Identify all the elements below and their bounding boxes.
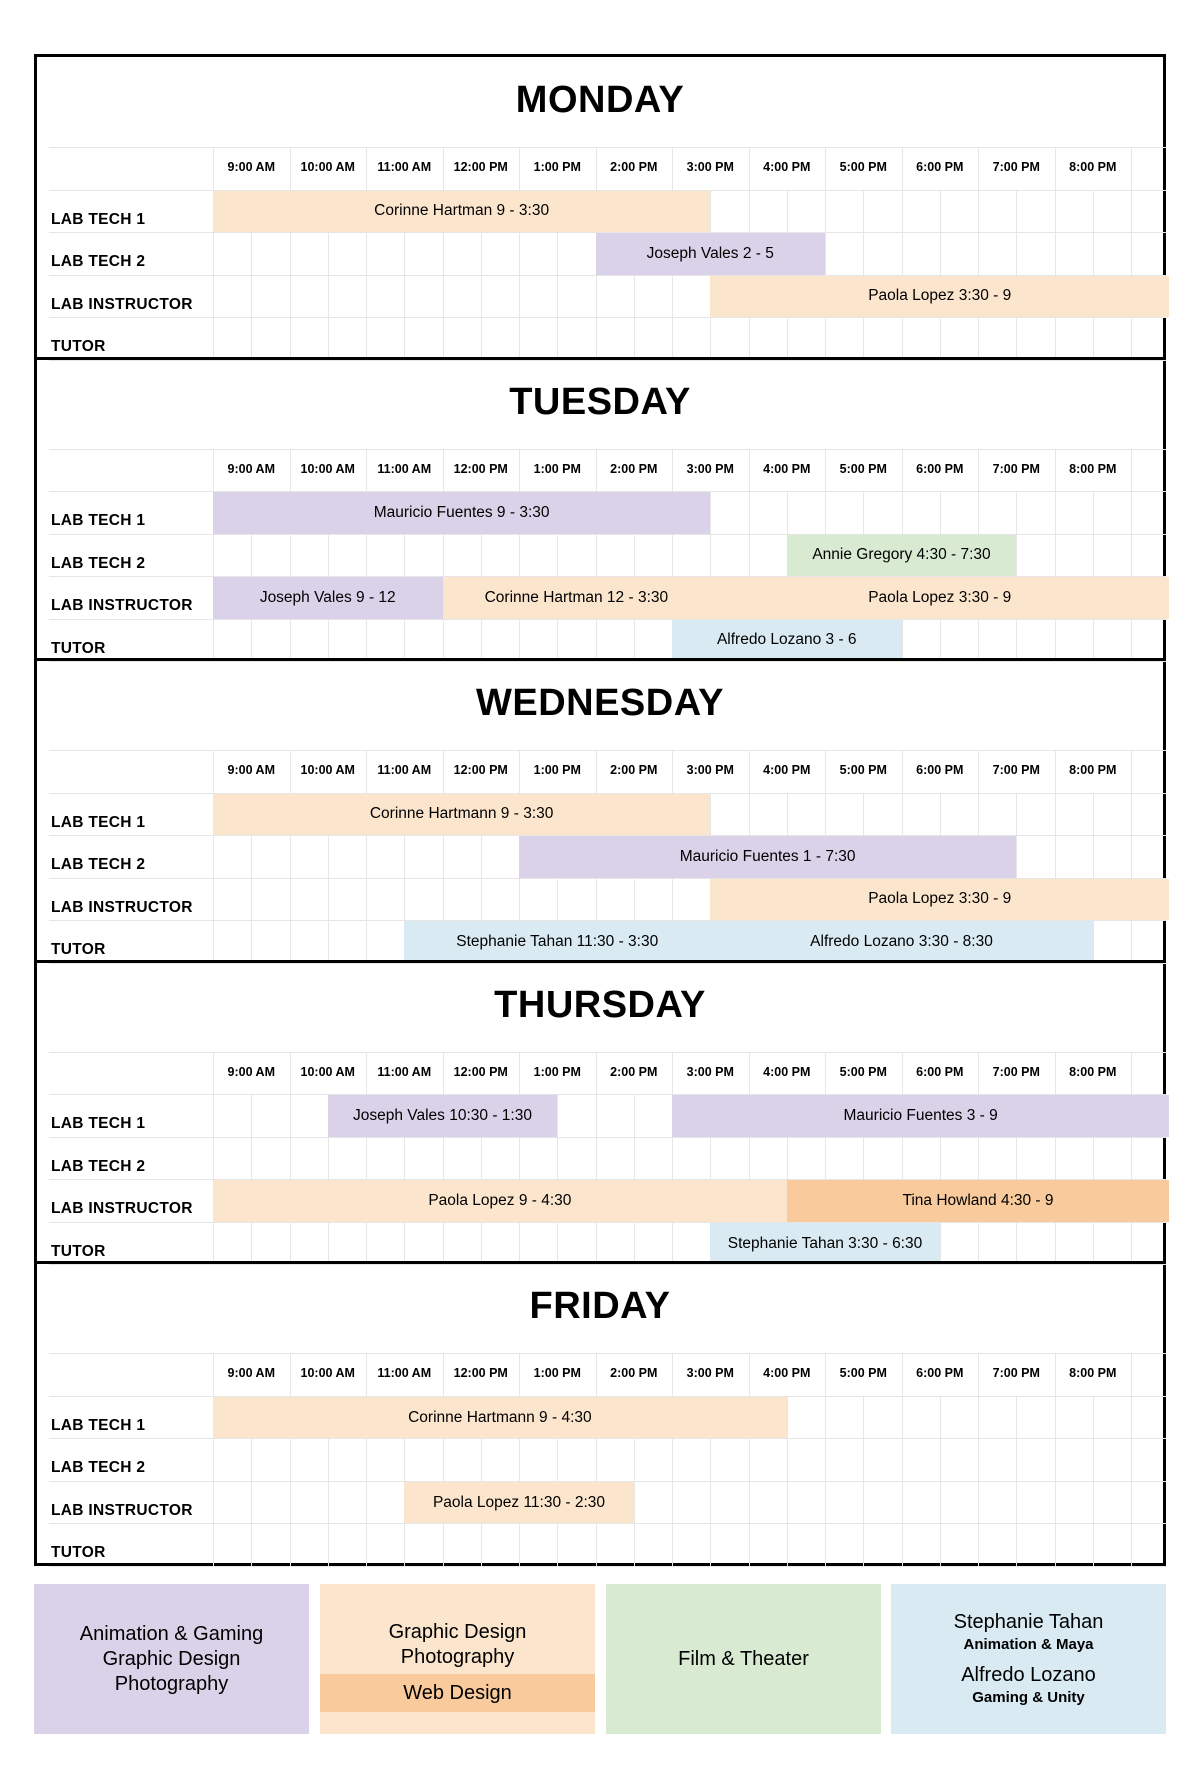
time-header-label: 9:00 AM: [227, 1064, 275, 1079]
time-header-label: 11:00 AM: [377, 160, 432, 174]
legend-tutor-name: Alfredo Lozano: [961, 1664, 1096, 1686]
shift-block[interactable]: Paola Lopez 3:30 - 9: [710, 577, 1169, 619]
day-divider: [37, 960, 1163, 963]
row-label-lab-tech-2: LAB TECH 2: [51, 554, 146, 572]
day-divider: [37, 357, 1163, 360]
time-header-label: 5:00 PM: [839, 763, 887, 778]
grid-row-line: [49, 1438, 1167, 1439]
legend-tutor-subject: Animation & Maya: [963, 1636, 1094, 1653]
weekly-schedule: [34, 54, 1166, 1566]
grid-col-line: [1131, 449, 1132, 662]
grid-col-line: [213, 147, 214, 360]
time-header-label: 2:00 PM: [610, 1366, 658, 1381]
grid-row-line: [49, 750, 1167, 751]
grid-col-line: [519, 1353, 520, 1566]
grid-col-line: [557, 1094, 558, 1264]
day-title: MONDAY: [515, 79, 685, 121]
grid-col-line: [366, 1353, 367, 1566]
grid-col-line: [710, 190, 711, 360]
grid-col-line: [596, 1353, 597, 1566]
shift-block[interactable]: Alfredo Lozano 3 - 6: [672, 620, 902, 662]
grid-col-line: [443, 449, 444, 662]
day-section-thursday: [37, 962, 1163, 1264]
time-header-label: 5:00 PM: [839, 1064, 887, 1079]
day-section-tuesday: [37, 359, 1163, 661]
row-label-lab-tech-2: LAB TECH 2: [51, 253, 146, 270]
time-header-label: 12:00 PM: [453, 1064, 508, 1079]
row-label-lab-instructor: LAB INSTRUCTOR: [51, 295, 193, 313]
time-header-label: 6:00 PM: [916, 763, 964, 778]
time-header-label: 11:00 AM: [377, 1366, 432, 1381]
time-header-label: 9:00 AM: [227, 1366, 275, 1381]
grid-col-line: [902, 147, 903, 360]
grid-col-line: [443, 147, 444, 360]
time-header-label: 12:00 PM: [453, 763, 508, 778]
grid-col-line: [940, 1396, 941, 1566]
time-header-label: 7:00 PM: [992, 1366, 1040, 1381]
shift-block[interactable]: Corinne Hartmann 9 - 3:30: [213, 794, 710, 836]
time-header-label: 3:00 PM: [686, 1366, 734, 1381]
row-label-lab-tech-2: LAB TECH 2: [51, 1459, 146, 1477]
grid-col-line: [1131, 147, 1132, 360]
grid-col-line: [1016, 1396, 1017, 1566]
grid-col-line: [290, 1353, 291, 1566]
row-label-tutor: TUTOR: [51, 338, 106, 355]
grid-col-line: [213, 449, 214, 662]
shift-block[interactable]: Paola Lopez 3:30 - 9: [710, 276, 1169, 318]
legend-green-departments: [606, 1584, 881, 1734]
row-label-lab-instructor: LAB INSTRUCTOR: [51, 597, 193, 615]
grid-col-line: [290, 1052, 291, 1265]
grid-row-line: [49, 147, 1167, 148]
time-header-label: 2:00 PM: [610, 160, 658, 174]
time-header-label: 7:00 PM: [992, 763, 1040, 778]
time-header-label: 12:00 PM: [453, 461, 508, 476]
legend-tutor-name: Stephanie Tahan: [953, 1611, 1104, 1633]
time-header-label: 2:00 PM: [610, 1064, 658, 1079]
time-header-label: 8:00 PM: [1069, 1064, 1117, 1079]
legend-line: Film & Theater: [678, 1647, 809, 1670]
legend-line: Graphic Design: [102, 1647, 241, 1670]
legend-line: Animation & Gaming: [79, 1622, 264, 1645]
time-header-label: 3:00 PM: [686, 1064, 734, 1079]
time-header-label: 1:00 PM: [533, 1064, 581, 1079]
time-header-label: 12:00 PM: [453, 1366, 508, 1381]
day-title: TUESDAY: [509, 380, 691, 423]
legend-line: Photography: [114, 1672, 229, 1695]
grid-col-line: [290, 449, 291, 662]
shift-block[interactable]: Joseph Vales 2 - 5: [596, 233, 826, 275]
time-header-label: 8:00 PM: [1069, 461, 1117, 476]
grid-col-line: [443, 1052, 444, 1265]
time-header-label: 10:00 AM: [300, 1366, 355, 1381]
grid-col-line: [1055, 449, 1056, 662]
day-section-monday: [37, 57, 1163, 359]
grid-row-line: [49, 619, 1167, 620]
grid-col-line: [290, 147, 291, 360]
time-header-label: 10:00 AM: [300, 1064, 355, 1079]
legend-tutor-subject: Gaming & Unity: [972, 1689, 1085, 1706]
time-header-label: 6:00 PM: [916, 461, 964, 476]
shift-block[interactable]: Annie Gregory 4:30 - 7:30: [787, 535, 1017, 577]
time-header-label: 6:00 PM: [916, 1366, 964, 1381]
time-header-label: 9:00 AM: [227, 461, 275, 476]
grid-col-line: [1055, 147, 1056, 360]
shift-block[interactable]: Corinne Hartmann 9 - 4:30: [213, 1397, 787, 1439]
legend-line: Photography: [400, 1646, 515, 1668]
row-label-lab-tech-1: LAB TECH 1: [51, 210, 146, 228]
shift-block[interactable]: Joseph Vales 10:30 - 1:30: [328, 1095, 558, 1137]
time-header-label: 11:00 AM: [377, 763, 432, 778]
day-divider: [37, 1261, 1163, 1264]
time-header-label: 11:00 AM: [377, 1064, 432, 1079]
grid-row-line: [49, 1353, 1167, 1354]
shift-block[interactable]: Corinne Hartman 12 - 3:30: [443, 577, 711, 619]
grid-col-line: [596, 1052, 597, 1265]
row-label-lab-tech-1: LAB TECH 1: [51, 1115, 146, 1133]
grid-row-line: [49, 449, 1167, 450]
grid-col-line: [825, 1353, 826, 1566]
time-header-label: 10:00 AM: [300, 763, 355, 778]
grid-col-line: [940, 190, 941, 360]
legend-peach-departments: [320, 1584, 595, 1734]
grid-col-line: [596, 449, 597, 662]
grid-col-line: [443, 1353, 444, 1566]
shift-block[interactable]: Corinne Hartman 9 - 3:30: [213, 191, 710, 233]
time-header-label: 7:00 PM: [992, 160, 1040, 174]
grid-col-line: [940, 491, 941, 661]
time-header-label: 5:00 PM: [839, 1366, 887, 1381]
grid-col-line: [978, 1052, 979, 1265]
row-label-tutor: TUTOR: [51, 639, 106, 657]
grid-col-line: [749, 1353, 750, 1566]
grid-row-line: [49, 1052, 1167, 1053]
day-divider: [37, 658, 1163, 661]
grid-row-line: [49, 1222, 1167, 1223]
day-section-friday: [37, 1263, 1163, 1565]
row-label-lab-tech-1: LAB TECH 1: [51, 1416, 146, 1434]
grid-col-line: [1016, 190, 1017, 360]
time-header-label: 8:00 PM: [1069, 1366, 1117, 1381]
legend-blue-tutors: [891, 1584, 1166, 1734]
time-header-label: 3:00 PM: [686, 461, 734, 476]
row-label-lab-instructor: LAB INSTRUCTOR: [51, 1501, 193, 1519]
row-label-lab-instructor: LAB INSTRUCTOR: [51, 898, 193, 916]
grid-col-line: [519, 147, 520, 360]
shift-block[interactable]: Joseph Vales 9 - 12: [213, 577, 443, 619]
grid-col-line: [366, 147, 367, 360]
legend-web-design: Web Design: [320, 1674, 595, 1712]
grid-col-line: [1093, 190, 1094, 360]
row-label-lab-tech-2: LAB TECH 2: [51, 856, 146, 874]
row-label-tutor: TUTOR: [51, 1544, 106, 1562]
time-header-label: 1:00 PM: [533, 763, 581, 778]
time-header-label: 9:00 AM: [227, 763, 275, 778]
grid-col-line: [634, 1094, 635, 1264]
shift-block[interactable]: Mauricio Fuentes 9 - 3:30: [213, 492, 710, 534]
grid-col-line: [902, 1353, 903, 1566]
grid-row-line: [49, 1566, 1167, 1567]
grid-col-line: [213, 750, 214, 963]
grid-col-line: [1016, 491, 1017, 661]
row-label-tutor: TUTOR: [51, 1242, 106, 1260]
grid-col-line: [366, 1052, 367, 1265]
time-header-label: 7:00 PM: [992, 1064, 1040, 1079]
grid-row-line: [49, 1523, 1167, 1524]
time-header-label: 3:00 PM: [686, 763, 734, 778]
time-header-label: 1:00 PM: [533, 160, 581, 174]
time-header-label: 3:00 PM: [686, 160, 734, 174]
shift-block[interactable]: Paola Lopez 11:30 - 2:30: [404, 1482, 634, 1524]
grid-col-line: [1131, 750, 1132, 963]
grid-col-line: [787, 190, 788, 360]
shift-block[interactable]: Tina Howland 4:30 - 9: [787, 1180, 1170, 1222]
time-header-label: 1:00 PM: [533, 1366, 581, 1381]
grid-col-line: [1131, 1052, 1132, 1265]
day-section-wednesday: [37, 660, 1163, 962]
grid-col-line: [519, 1052, 520, 1265]
shift-block[interactable]: Paola Lopez 9 - 4:30: [213, 1180, 787, 1222]
row-label-lab-instructor: LAB INSTRUCTOR: [51, 1200, 193, 1218]
grid-col-line: [213, 1353, 214, 1566]
grid-row-line: [49, 1137, 1167, 1138]
day-title: FRIDAY: [529, 1285, 671, 1328]
time-header-label: 4:00 PM: [763, 461, 811, 476]
row-label-lab-tech-1: LAB TECH 1: [51, 813, 146, 831]
time-header-label: 5:00 PM: [839, 160, 887, 174]
time-header-label: 8:00 PM: [1069, 160, 1117, 174]
day-title: THURSDAY: [494, 983, 706, 1026]
grid-col-line: [290, 750, 291, 963]
time-header-label: 4:00 PM: [763, 160, 811, 174]
time-header-label: 4:00 PM: [763, 1064, 811, 1079]
grid-row-line: [49, 317, 1167, 318]
time-header-label: 9:00 AM: [227, 160, 275, 174]
grid-col-line: [672, 1353, 673, 1566]
grid-col-line: [1093, 491, 1094, 661]
shift-block[interactable]: Alfredo Lozano 3:30 - 8:30: [710, 921, 1093, 963]
grid-col-line: [978, 1353, 979, 1566]
grid-col-line: [1055, 1353, 1056, 1566]
time-header-label: 4:00 PM: [763, 1366, 811, 1381]
row-label-tutor: TUTOR: [51, 941, 106, 959]
grid-col-line: [1093, 793, 1094, 963]
grid-col-line: [519, 449, 520, 662]
time-header-label: 4:00 PM: [763, 763, 811, 778]
grid-col-line: [787, 1396, 788, 1566]
time-header-label: 1:00 PM: [533, 461, 581, 476]
shift-block[interactable]: Stephanie Tahan 3:30 - 6:30: [710, 1223, 940, 1265]
grid-col-line: [672, 1052, 673, 1265]
shift-block[interactable]: Stephanie Tahan 11:30 - 3:30: [404, 921, 710, 963]
time-header-label: 2:00 PM: [610, 461, 658, 476]
grid-col-line: [366, 449, 367, 662]
time-header-label: 12:00 PM: [453, 160, 508, 174]
grid-col-line: [978, 147, 979, 360]
time-header-label: 11:00 AM: [377, 461, 432, 476]
grid-col-line: [1093, 1396, 1094, 1566]
legend-purple-departments: [34, 1584, 309, 1734]
shift-block[interactable]: Paola Lopez 3:30 - 9: [710, 879, 1169, 921]
time-header-label: 8:00 PM: [1069, 763, 1117, 778]
row-label-lab-tech-1: LAB TECH 1: [51, 512, 146, 530]
grid-col-line: [1131, 1353, 1132, 1566]
time-header-label: 6:00 PM: [916, 160, 964, 174]
grid-col-line: [863, 1396, 864, 1566]
legend-line: Graphic Design: [388, 1621, 527, 1643]
grid-col-line: [863, 190, 864, 360]
time-header-label: 7:00 PM: [992, 461, 1040, 476]
grid-col-line: [251, 1094, 252, 1264]
row-label-lab-tech-2: LAB TECH 2: [51, 1157, 146, 1175]
grid-col-line: [825, 147, 826, 360]
shift-block[interactable]: Mauricio Fuentes 3 - 9: [672, 1095, 1169, 1137]
time-header-label: 2:00 PM: [610, 763, 658, 778]
grid-col-line: [1055, 1052, 1056, 1265]
grid-col-line: [366, 750, 367, 963]
time-header-label: 5:00 PM: [839, 461, 887, 476]
time-header-label: 10:00 AM: [300, 461, 355, 476]
time-header-label: 10:00 AM: [300, 160, 355, 174]
grid-col-line: [213, 1052, 214, 1265]
day-title: WEDNESDAY: [475, 682, 725, 725]
shift-block[interactable]: Mauricio Fuentes 1 - 7:30: [519, 836, 1016, 878]
time-header-label: 6:00 PM: [916, 1064, 964, 1079]
